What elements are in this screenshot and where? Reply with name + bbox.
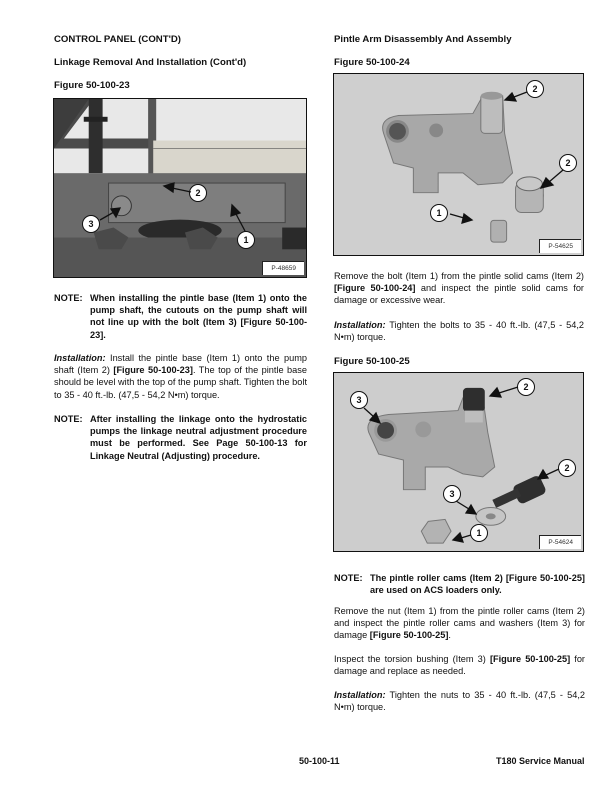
figure-ref: [Figure 50-100-23] [113,365,193,376]
figure-ref: [Figure 50-100-25] [489,654,571,664]
figure-50-100-25 [333,372,584,552]
callout-3: 3 [350,391,368,409]
page-number: 50-100-11 [299,756,340,766]
callout-1: 1 [470,524,488,542]
figure-label-24: Figure 50-100-24 [334,57,410,68]
note-pintle-base [54,292,307,341]
callout-arrows [334,373,584,552]
note-label: NOTE: [54,293,83,303]
figure-ref: [Figure 50-100-24] [334,283,416,294]
note-acs-loaders [334,572,585,596]
note-linkage-neutral [54,413,307,462]
photo-code: P-54624 [539,535,581,549]
inspect-bushing-paragraph: Inspect the torsion bushing (Item 3) [Figure 50-100-25] for damage and replace as needed. [334,654,585,677]
installation-nuts-paragraph: Installation: Tighten the nuts to 35 - 40 ft.-lb. (47,5 - 54,2 N•m) torque. [334,690,585,713]
callout-1: 1 [430,204,448,222]
installation-bolts-paragraph: Installation: Tighten the bolts to 35 - 40 ft.-lb. (47,5 - 54,2 N•m) torque. [334,320,584,343]
note-label: NOTE: [334,573,363,583]
callout-arrows [334,74,584,256]
callout-3: 3 [82,215,100,233]
callout-2: 2 [526,80,544,98]
callout-2: 2 [558,459,576,477]
figure-50-100-23 [53,98,307,278]
callout-arrows [54,99,307,278]
callout-2: 2 [517,378,535,396]
figure-label-23: Figure 50-100-23 [54,80,130,91]
subsection-title-pintle-arm: Pintle Arm Disassembly And Assembly [334,34,512,45]
note-text: When installing the pintle base (Item 1) onto the pump shaft, the cutouts on the pump shaft will not line up with the bolt (Item 3) [Figure 50-100-23]. [90,293,307,340]
note-text: The pintle roller cams (Item 2) [Figure 50-100-25] are used on ACS loaders only. [370,573,585,596]
photo-code: P-54625 [539,239,581,253]
section-title: CONTROL PANEL (CONT'D) [54,34,181,45]
remove-nut-paragraph: Remove the nut (Item 1) from the pintle roller cams (Item 2) and inspect the pintle roller cams and washers (Item 3) for damage [Figure 50-100-25]. [334,606,585,641]
callout-2: 2 [559,154,577,172]
callout-1: 1 [237,231,255,249]
note-text: After installing the linkage onto the hydrostatic pumps the linkage neutral adjustment procedure must be performed. See Page 50-100-13 for Linkage Neutral (Adjusting) procedure. [90,414,307,461]
figure-ref: [Figure 50-100-25] [369,630,449,641]
note-label: NOTE: [54,414,83,424]
figure-50-100-24 [333,73,584,256]
photo-code: P-48659 [262,261,304,275]
installation-label: Installation: [334,690,386,700]
subsection-title: Linkage Removal And Installation (Cont'd) [54,57,247,68]
installation-paragraph: Installation: Install the pintle base (Item 1) onto the pump shaft (Item 2) [Figure 50-100-23]. The top of the pintle base should be level with the top of the pump shaft. Tighten the bolt to 35 - 40 ft.-lb. (47,5 - 54,2 N•m) torque. [54,353,307,400]
manual-title: T180 Service Manual [496,756,585,766]
callout-2: 2 [189,184,207,202]
installation-label: Installation: [54,353,106,363]
callout-3: 3 [443,485,461,503]
installation-label: Installation: [334,320,386,330]
figure-label-25: Figure 50-100-25 [334,356,410,367]
remove-bolt-paragraph: Remove the bolt (Item 1) from the pintle solid cams (Item 2) [Figure 50-100-24] and inspect the pintle solid cams for damage or excessive wear. [334,271,584,306]
